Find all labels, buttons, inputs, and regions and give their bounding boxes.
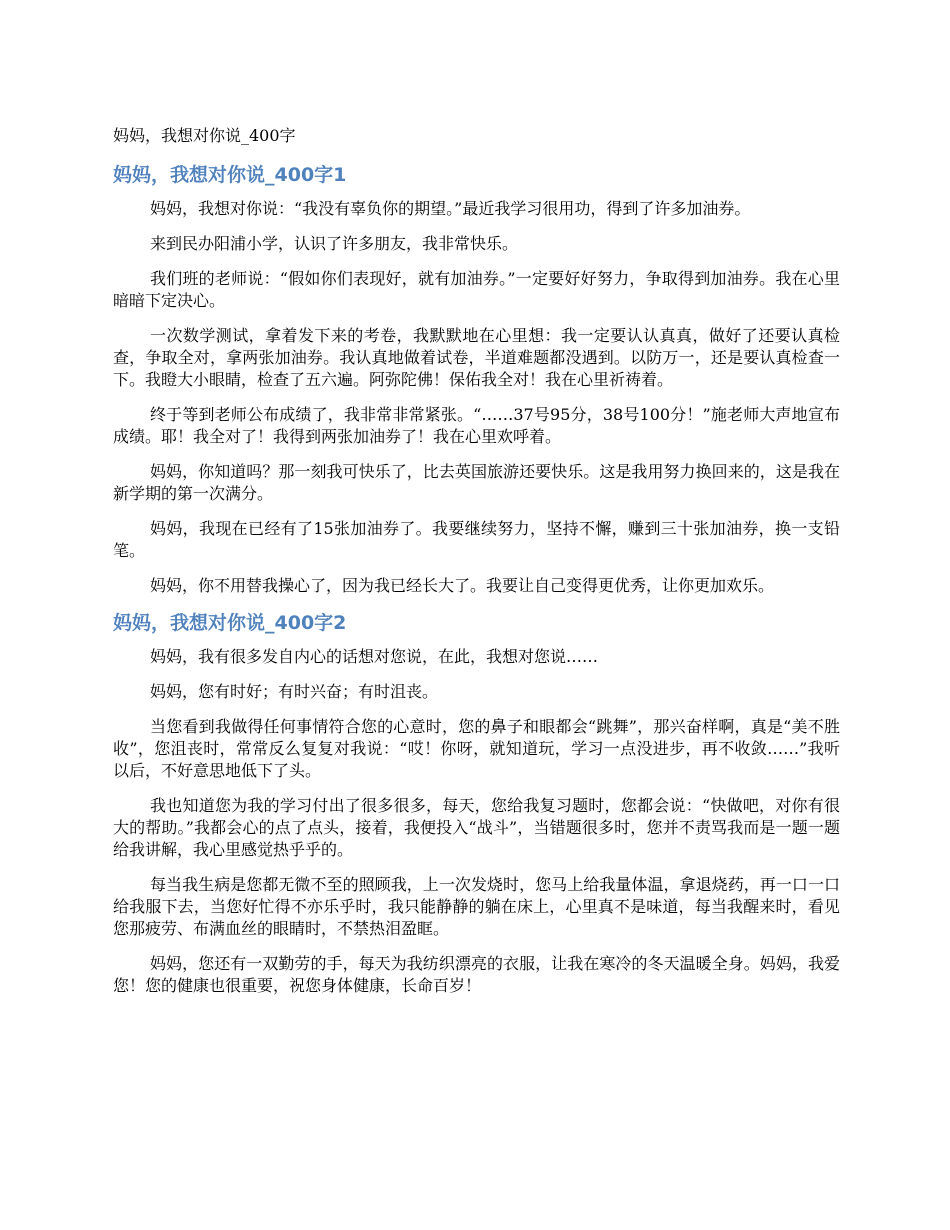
- paragraph: 妈妈，您还有一双勤劳的手，每天为我纺织漂亮的衣服，让我在寒冷的冬天温暖全身。妈妈，我爱您！您的健康也很重要，祝您身体健康，长命百岁！: [113, 954, 840, 995]
- paragraph: 妈妈，我想对你说：“我没有辜负你的期望。”最近我学习很用功，得到了许多加油券。: [150, 199, 751, 218]
- paragraph: 一次数学测试，拿着发下来的考卷，我默默地在心里想：我一定要认认真真，做好了还要认真检查，争取全对，拿两张加油券。我认真地做着试卷，半道难题都没遇到。以防万一，还是要认真检查一下。我瞪大小眼睛，检查了五六遍。阿弥陀佛！保佑我全对！我在心里祈祷着。: [113, 326, 840, 389]
- document-title: 妈妈，我想对你说_400字: [113, 126, 296, 145]
- paragraph: 当您看到我做得任何事情符合您的心意时，您的鼻子和眼都会“跳舞”，那兴奋样啊，真是“美不胜收”，您沮丧时，常常反么复复对我说：“哎！你呀，就知道玩，学习一点没进步，再不收敛……”我听以后，不好意思地低下了头。: [113, 717, 840, 780]
- paragraph: 妈妈，你不用替我操心了，因为我已经长大了。我要让自己变得更优秀，让你更加欢乐。: [150, 576, 775, 595]
- paragraph: 妈妈，我有很多发自内心的话想对您说，在此，我想对您说……: [150, 647, 599, 666]
- document-body: [113, 124, 840, 1010]
- section-heading: 妈妈，我想对你说_400字2: [113, 612, 347, 634]
- paragraph: 妈妈，我现在已经有了15张加油券了。我要继续努力，坚持不懈，赚到三十张加油券，换一支铅笔。: [113, 519, 840, 560]
- section-1: [113, 162, 840, 597]
- section-2: [113, 610, 840, 997]
- paragraph: 终于等到老师公布成绩了，我非常非常紧张。“……37号95分，38号100分！”施老师大声地宣布成绩。耶！我全对了！我得到两张加油券了！我在心里欢呼着。: [113, 405, 840, 446]
- paragraph: 我也知道您为我的学习付出了很多很多，每天，您给我复习题时，您都会说：“快做吧，对你有很大的帮助。”我都会心的点了点头，接着，我便投入“战斗”，当错题很多时，您并不责骂我而是一题一题给我讲解，我心里感觉热乎乎的。: [113, 796, 840, 859]
- paragraph: 每当我生病是您都无微不至的照顾我，上一次发烧时，您马上给我量体温，拿退烧药，再一口一口给我服下去，当您好忙得不亦乐乎时，我只能静静的躺在床上，心里真不是味道，每当我醒来时，看见您那疲劳、布满血丝的眼睛时，不禁热泪盈眶。: [113, 875, 840, 938]
- paragraph: 我们班的老师说：“假如你们表现好，就有加油券。”一定要好好努力，争取得到加油券。我在心里暗暗下定决心。: [113, 269, 840, 310]
- section-heading: 妈妈，我想对你说_400字1: [113, 164, 347, 186]
- paragraph: 来到民办阳浦小学，认识了许多朋友，我非常快乐。: [150, 234, 519, 253]
- paragraph: 妈妈，您有时好；有时兴奋；有时沮丧。: [150, 682, 439, 701]
- paragraph: 妈妈，你知道吗？那一刻我可快乐了，比去英国旅游还要快乐。这是我用努力换回来的，这是我在新学期的第一次满分。: [113, 462, 840, 503]
